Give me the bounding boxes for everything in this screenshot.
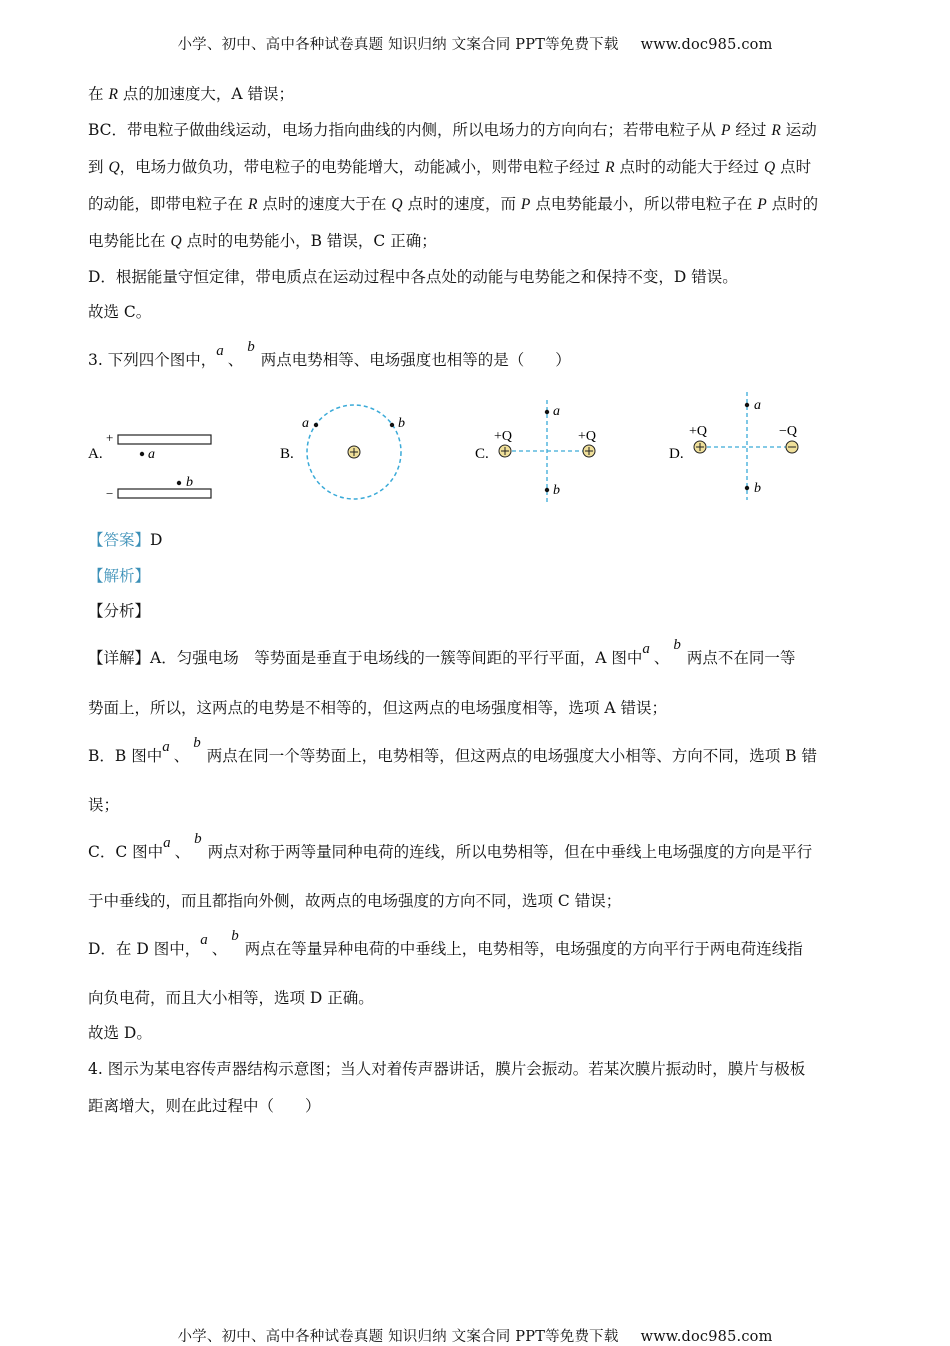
label-b: b [186, 475, 193, 490]
label-a: a [148, 447, 155, 462]
fenxi-tag: 【分析】 [88, 602, 151, 620]
answer-value: D [150, 531, 163, 549]
minus-plate-sign: − [106, 486, 114, 501]
figure-a [88, 430, 211, 501]
q3-stem: 3. 下列四个图中，a 、b两点电势相等、电场强度也相等的是（ ） [88, 339, 571, 369]
q4-line1: 4. 图示为某电容传声器结构示意图；当人对着传声器讲话，膜片会振动。若某次膜片振动时，膜片与极板 [88, 1060, 806, 1078]
q4-line2: 距离增大，则在此过程中（ ） [88, 1097, 321, 1115]
point-b [545, 488, 549, 492]
point-a [545, 410, 549, 414]
point-a [140, 452, 144, 456]
header-site: www.doc985.com [640, 37, 773, 53]
label-b: b [398, 416, 405, 431]
analysis-tag: 【解析】 [88, 567, 151, 585]
q2-line3: 到 Q，电场力做负功，带电粒子的电势能增大，动能减小，则带电粒子经过 R 点时的动能大于经过 Q 点时 [88, 158, 812, 176]
answer-line [88, 528, 162, 550]
q2-line2: BC．带电粒子做曲线运动，电场力指向曲线的内侧，所以电场力的方向向右；若带电粒子从 P 经过 R 运动 [88, 121, 817, 139]
point-b [390, 423, 394, 427]
detail-d: D．在 D 图中，a 、b两点在等量异种电荷的中垂线上，电势相等，电场强度的方向平行于两电荷连线指 [88, 928, 803, 958]
detail-b-cont: 误； [88, 796, 120, 814]
detail-d-cont: 向负电荷，而且大小相等，选项 D 正确。 [88, 989, 374, 1007]
point-a [745, 403, 749, 407]
footer-text: 小学、初中、高中各种试卷真题 知识归纳 文案合同 PPT等免费下载 [177, 1329, 619, 1345]
q2-line4: 的动能，即带电粒子在 R 点时的速度大于在 Q 点时的速度，而 P 点电势能最小，所以带电粒子在 P 点时的 [88, 195, 819, 213]
charge-label-left: +Q [494, 429, 513, 444]
detail-b: B．B 图中a 、b两点在同一个等势面上，电势相等，但这两点的电场强度大小相等、方向不同，选项 B 错 [88, 735, 817, 765]
option-a-label: A. [88, 446, 103, 462]
plus-plate-sign: + [106, 430, 114, 445]
answer-tag: 【答案】 [88, 531, 151, 549]
option-b-label: B. [280, 446, 294, 462]
point-a [314, 423, 318, 427]
detail-c: C．C 图中a 、b两点对称于两等量同种电荷的连线，所以电势相等，但在中垂线上电场强度的方向是平行 [88, 831, 813, 861]
conclusion: 故选 D。 [88, 1024, 152, 1042]
charge-label-right: +Q [578, 429, 597, 444]
page-footer [0, 1325, 950, 1346]
header-text: 小学、初中、高中各种试卷真题 知识归纳 文案合同 PPT等免费下载 [177, 37, 619, 53]
label-a: a [302, 416, 309, 431]
charge-label-right: −Q [779, 424, 798, 439]
figure-c [475, 400, 596, 502]
page-header [0, 33, 950, 54]
label-b: b [754, 481, 761, 496]
q2-line1: 在 R 点的加速度大，A 错误； [88, 85, 294, 103]
q3-figures [0, 390, 950, 510]
option-c-label: C. [475, 446, 489, 462]
positive-plate [118, 435, 211, 444]
q2-line5: 电势能比在 Q 点时的电势能小，B 错误，C 正确； [88, 232, 437, 250]
point-b [177, 481, 181, 485]
q2-line6: D．根据能量守恒定律，带电质点在运动过程中各点处的动能与电势能之和保持不变，D 错误。 [88, 268, 738, 286]
label-a: a [553, 404, 560, 419]
point-b [745, 486, 749, 490]
detail-a-cont: 势面上，所以，这两点的电势是不相等的，但这两点的电场强度相等，选项 A 错误； [88, 699, 668, 717]
footer-site: www.doc985.com [640, 1329, 773, 1345]
label-a: a [754, 398, 761, 413]
negative-plate [118, 489, 211, 498]
charge-label-left: +Q [689, 424, 708, 439]
q2-line7: 故选 C。 [88, 303, 152, 321]
figure-b [280, 405, 405, 499]
figure-d [669, 392, 798, 500]
detail-a: 【详解】A．匀强电场 等势面是垂直于电场线的一簇等间距的平行平面，A 图中a 、b两点不在同一等 [88, 637, 796, 667]
detail-c-cont: 于中垂线的，而且都指向外侧，故两点的电场强度的方向不同，选项 C 错误； [88, 892, 622, 910]
label-b: b [553, 483, 560, 498]
option-d-label: D. [669, 446, 684, 462]
